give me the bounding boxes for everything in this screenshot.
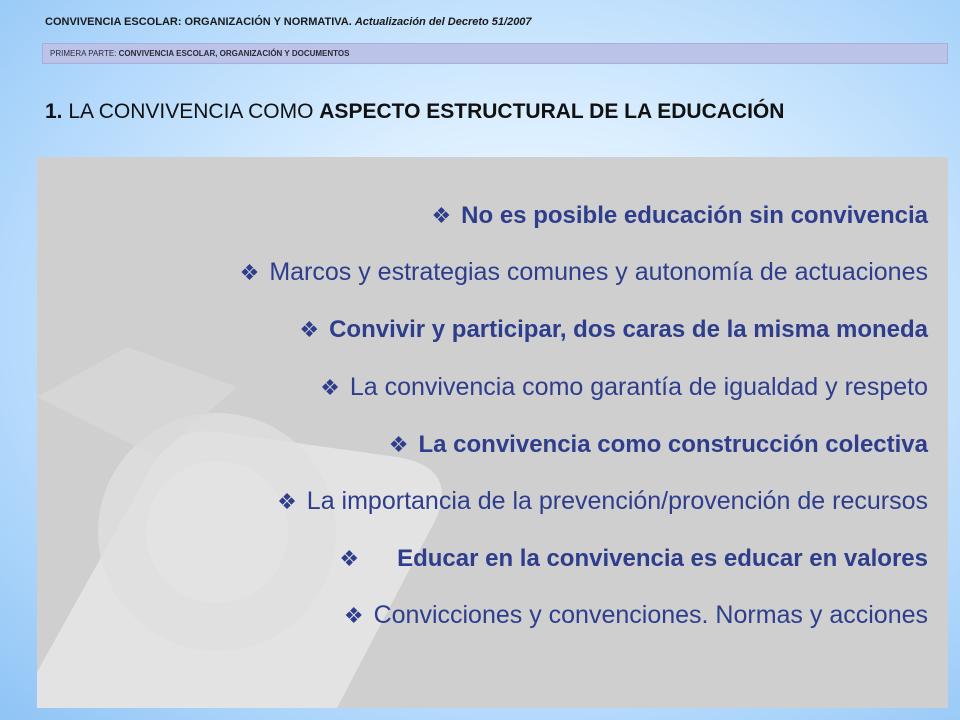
- bullet-item: [240, 416, 928, 473]
- content-panel: [37, 157, 948, 708]
- bullet-text: La convivencia como garantía de igualdad y respeto: [349, 372, 928, 401]
- bullet-text: Convicciones y convenciones. Normas y acciones: [373, 601, 928, 630]
- bullet-text: La importancia de la prevención/provención de recursos: [306, 486, 928, 515]
- presentation-title-subtitle: Actualización del Decreto 51/2007: [354, 16, 532, 28]
- bullet-item: [240, 530, 928, 587]
- section-heading: [45, 100, 784, 124]
- diamond-bullet-icon: ❖: [431, 204, 452, 229]
- presentation-title-main: CONVIVENCIA ESCOLAR: ORGANIZACIÓN Y NORMATIVA.: [45, 16, 352, 28]
- subheader-prefix: PRIMERA PARTE:: [50, 49, 117, 58]
- section-number: 1.: [45, 100, 63, 123]
- bullet-text: La convivencia como construcción colectiva: [418, 430, 928, 458]
- subheader-bar: [42, 43, 948, 64]
- presentation-title: [45, 16, 532, 28]
- section-heading-bold: ASPECTO ESTRUCTURAL DE LA EDUCACIÓN: [319, 100, 785, 123]
- bullet-item: [240, 587, 928, 644]
- subheader-text: CONVIVENCIA ESCOLAR, ORGANIZACIÓN Y DOCUMENTOS: [118, 49, 350, 58]
- bullet-item: [240, 187, 928, 244]
- diamond-bullet-icon: ❖: [299, 318, 320, 344]
- diamond-bullet-icon: ❖: [343, 604, 364, 630]
- diamond-bullet-icon: ❖: [320, 375, 340, 401]
- bullet-item: [240, 473, 928, 530]
- bullet-text: No es posible educación sin convivencia: [461, 202, 928, 229]
- bullet-list: [240, 187, 928, 645]
- diamond-bullet-icon: ❖: [388, 432, 409, 458]
- bullet-text: Convivir y participar, dos caras de la misma moneda: [329, 316, 928, 344]
- diamond-bullet-icon: ❖: [339, 547, 360, 573]
- bullet-item: [240, 301, 928, 358]
- diamond-bullet-icon: ❖: [239, 261, 260, 287]
- bullet-text: Educar en la convivencia es educar en valores: [397, 545, 928, 573]
- section-heading-plain: LA CONVIVENCIA COMO: [68, 100, 314, 123]
- bullet-item: [240, 359, 928, 416]
- bullet-text: Marcos y estrategias comunes y autonomía de actuaciones: [269, 258, 928, 287]
- bullet-item: [240, 244, 928, 301]
- diamond-bullet-icon: ❖: [277, 489, 297, 515]
